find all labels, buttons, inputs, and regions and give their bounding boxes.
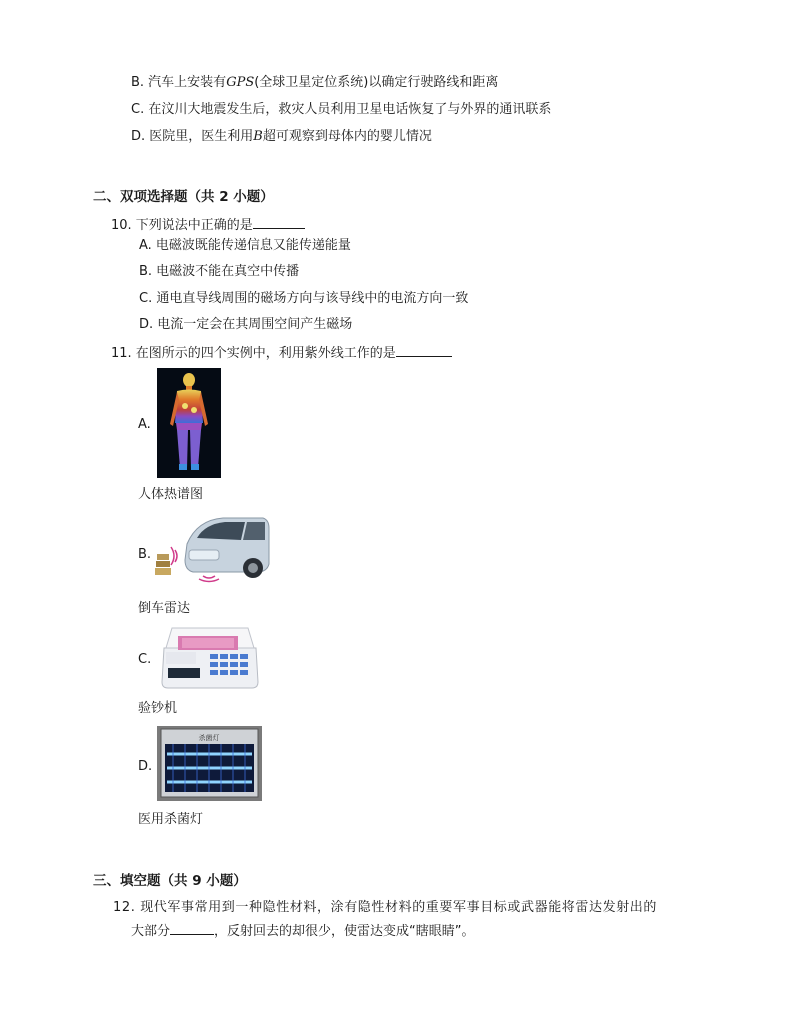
germicidal-lamp-image	[157, 726, 262, 801]
question-text: 11. 在图所示的四个实例中，利用紫外线工作的是	[111, 346, 396, 361]
question-text: 10. 下列说法中正确的是	[111, 218, 253, 233]
reversing-radar-image	[153, 514, 271, 584]
gps-term: GPS	[226, 75, 255, 90]
option-text: 超可观察到母体内的婴儿情况	[262, 129, 432, 144]
option-b-gps	[131, 74, 498, 92]
q10-option-b: B. 电磁波不能在真空中传播	[139, 264, 300, 279]
option-text: (全球卫星定位系统)以确定行驶路线和距离	[254, 75, 499, 90]
q11-option-b-letter: B.	[138, 547, 152, 562]
q11-caption-d: 医用杀菌灯	[138, 812, 204, 827]
money-detector-icon	[158, 624, 262, 690]
b-term: B	[253, 129, 263, 144]
q11-caption-c: 验钞机	[138, 701, 178, 716]
option-c-satellite: C. 在汶川大地震发生后，救灾人员利用卫星电话恢复了与外界的通讯联系	[131, 102, 552, 117]
q11-option-a-letter: A.	[138, 417, 151, 432]
option-d-ultrasound	[131, 128, 432, 146]
q11-caption-a: 人体热谱图	[138, 487, 204, 502]
q11-caption-b: 倒车雷达	[138, 601, 191, 616]
question-11-stem	[111, 343, 452, 363]
q10-option-d: D. 电流一定会在其周围空间产生磁场	[139, 317, 353, 332]
car-icon	[153, 514, 271, 584]
q11-option-c-letter: C.	[138, 652, 152, 667]
thermal-body-icon	[157, 368, 221, 478]
question-text: 大部分	[131, 924, 171, 939]
answer-blank	[396, 343, 452, 357]
section-title-double-choice: 二、双项选择题（共 2 小题）	[93, 189, 274, 205]
uv-lamp-icon	[157, 726, 262, 801]
answer-blank	[253, 215, 305, 229]
question-text: ，反射回去的却很少，使雷达变成“瞎眼睛”。	[214, 924, 475, 939]
q11-option-d-letter: D.	[138, 759, 153, 774]
option-text: D. 医院里，医生利用	[131, 129, 254, 144]
q10-option-a: A. 电磁波既能传递信息又能传递能量	[139, 238, 351, 253]
q10-option-c: C. 通电直导线周围的磁场方向与该导线中的电流方向一致	[139, 291, 469, 306]
thermal-body-image	[157, 368, 221, 478]
option-text: B. 汽车上安装有	[131, 75, 227, 90]
lamp-label: 杀菌灯	[198, 734, 220, 742]
answer-blank	[170, 921, 214, 935]
section-title-fill-blank: 三、填空题（共 9 小题）	[93, 873, 247, 889]
question-12-line2	[131, 921, 475, 941]
question-12-line1: 12. 现代军事常用到一种隐性材料，涂有隐性材料的重要军事目标或武器能将雷达发射出的	[113, 900, 658, 915]
money-detector-image	[158, 624, 262, 690]
question-10-stem	[111, 215, 305, 235]
